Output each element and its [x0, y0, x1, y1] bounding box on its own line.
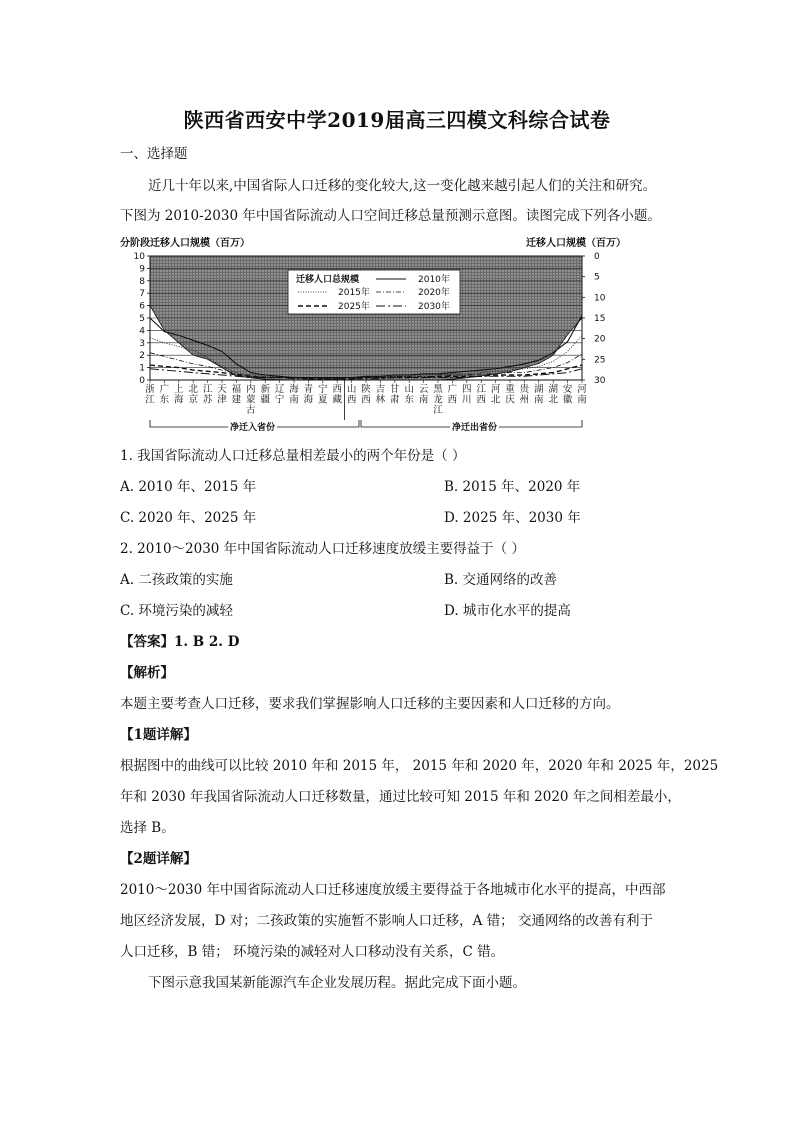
left-tick-label: 0 — [139, 376, 145, 386]
migration-chart — [118, 234, 626, 436]
category-label: 内蒙古 — [246, 384, 256, 416]
category-label: 浙江 — [145, 384, 155, 406]
intro-line-1: 近几十年以来,中国省际人口迁移的变化较大,这一变化越来越引起人们的关注和研究。 — [148, 178, 657, 194]
category-label: 贵州 — [519, 384, 530, 406]
right-tick-label: 25 — [594, 355, 606, 366]
category-label: 福建 — [231, 384, 242, 406]
detail-1-line-1: 根据图中的曲线可以比较 2010 年和 2015 年， 2015 年和 2020 年，2020 年和 2025 年，2025 — [120, 758, 719, 774]
next-section-intro: 下图示意我国某新能源汽车企业发展历程。据此完成下面小题。 — [148, 975, 526, 991]
detail-1-line-2: 年和 2030 年我国省际流动人口迁移数量，通过比较可知 2015 年和 2020 年之间相差最小， — [120, 789, 681, 805]
category-label: 黑龙江 — [433, 384, 443, 416]
detail-1-line-3: 选择 B。 — [120, 820, 175, 836]
left-axis-label: 分阶段迁移人口规模（百万） — [120, 238, 250, 249]
category-label: 四川 — [462, 384, 472, 406]
left-tick-label: 2 — [139, 351, 145, 362]
category-label: 青海 — [303, 384, 314, 406]
legend-title: 迁移人口总规模 — [296, 275, 360, 285]
category-label: 河北 — [490, 384, 501, 406]
net-in-label: 净迁入省份 — [230, 423, 276, 433]
category-label: 吉林 — [375, 384, 386, 406]
analysis-text: 本题主要考查人口迁移，要求我们掌握影响人口迁移的主要因素和人口迁移的方向。 — [120, 696, 620, 712]
right-tick-label: 20 — [594, 334, 606, 345]
q1-option-a: A. 2010 年、2015 年 — [120, 479, 257, 495]
category-label: 广东 — [159, 384, 170, 406]
q2-option-d: D. 城市化水平的提高 — [444, 603, 571, 619]
detail-2-line-2: 地区经济发展，D 对；二孩政策的实施暂不影响人口迁移，A 错； 交通网络的改善有利于 — [120, 913, 653, 929]
category-label: 西藏 — [332, 384, 342, 406]
left-tick-label: 3 — [139, 338, 145, 349]
left-tick-label: 5 — [139, 314, 145, 324]
category-label: 山东 — [404, 384, 414, 406]
category-label: 江西 — [476, 384, 486, 406]
bottom-brackets — [150, 420, 582, 427]
left-tick-label: 9 — [139, 264, 145, 275]
category-label: 辽宁 — [274, 384, 285, 406]
right-tick-label: 5 — [594, 272, 600, 283]
left-tick-label: 10 — [133, 252, 145, 262]
category-label: 北京 — [188, 384, 198, 406]
net-out-label: 净迁出省份 — [452, 423, 498, 433]
category-label: 江苏 — [202, 384, 213, 406]
intro-line-2: 下图为 2010-2030 年中国省际流动人口空间迁移总量预测示意图。读图完成下列各小题。 — [120, 208, 661, 224]
category-label: 甘肃 — [390, 384, 400, 406]
category-label: 湖北 — [548, 384, 558, 406]
category-label: 天津 — [217, 384, 227, 406]
right-tick-label: 30 — [594, 376, 606, 386]
legend-2025: 2025年 — [338, 302, 370, 312]
section-heading: 一、选择题 — [120, 146, 188, 162]
legend-2020: 2020年 — [418, 288, 450, 298]
category-label: 湖南 — [534, 384, 544, 406]
right-tick-label: 15 — [594, 314, 606, 324]
category-label: 广西 — [447, 384, 458, 406]
legend-2010: 2010年 — [418, 275, 450, 285]
q2-stem: 2. 2010～2030 年中国省际流动人口迁移速度放缓主要得益于（ ） — [120, 541, 525, 557]
category-label: 新疆 — [260, 384, 270, 406]
detail-2-line-1: 2010～2030 年中国省际流动人口迁移速度放缓主要得益于各地城市化水平的提高，中西部 — [120, 882, 666, 898]
left-tick-label: 1 — [139, 363, 145, 374]
category-label: 海南 — [289, 384, 299, 406]
category-label: 重庆 — [505, 384, 515, 406]
page-title: 陕西省西安中学2019届高三四模文科综合试卷 — [183, 108, 611, 132]
right-tick-label: 10 — [594, 293, 606, 304]
detail-2-line-3: 人口迁移，B 错； 环境污染的减轻对人口移动没有关系，C 错。 — [120, 944, 505, 960]
q1-option-c: C. 2020 年、2025 年 — [120, 510, 257, 526]
analysis-heading: 【解析】 — [120, 665, 174, 681]
q2-option-b: B. 交通网络的改善 — [444, 572, 558, 588]
q1-option-b: B. 2015 年、2020 年 — [444, 479, 581, 495]
right-tick-label: 0 — [594, 252, 600, 262]
detail-2-heading: 【2题详解】 — [120, 851, 197, 867]
q2-option-a: A. 二孩政策的实施 — [120, 572, 233, 588]
category-label: 陕西 — [361, 384, 371, 406]
right-axis-label: 迁移人口规模（百万） — [526, 238, 626, 249]
legend-2030: 2030年 — [418, 302, 450, 312]
q1-stem: 1. 我国省际流动人口迁移总量相差最小的两个年份是（ ） — [120, 448, 466, 464]
category-label: 云南 — [418, 384, 429, 406]
category-label: 河南 — [577, 384, 587, 406]
left-tick-label: 4 — [139, 326, 145, 337]
q1-option-d: D. 2025 年、2030 年 — [444, 510, 581, 526]
answer-line: 【答案】1. B 2. D — [120, 634, 240, 650]
left-tick-label: 6 — [139, 301, 145, 312]
category-label: 宁夏 — [318, 384, 328, 406]
left-tick-label: 8 — [139, 276, 145, 287]
category-label: 山西 — [346, 384, 357, 406]
legend-2015: 2015年 — [338, 288, 370, 298]
category-label: 安徽 — [562, 384, 573, 406]
q2-option-c: C. 环境污染的减轻 — [120, 603, 233, 619]
left-tick-label: 7 — [139, 289, 145, 300]
detail-1-heading: 【1题详解】 — [120, 727, 197, 743]
category-label: 上海 — [174, 384, 184, 406]
legend — [288, 270, 460, 314]
